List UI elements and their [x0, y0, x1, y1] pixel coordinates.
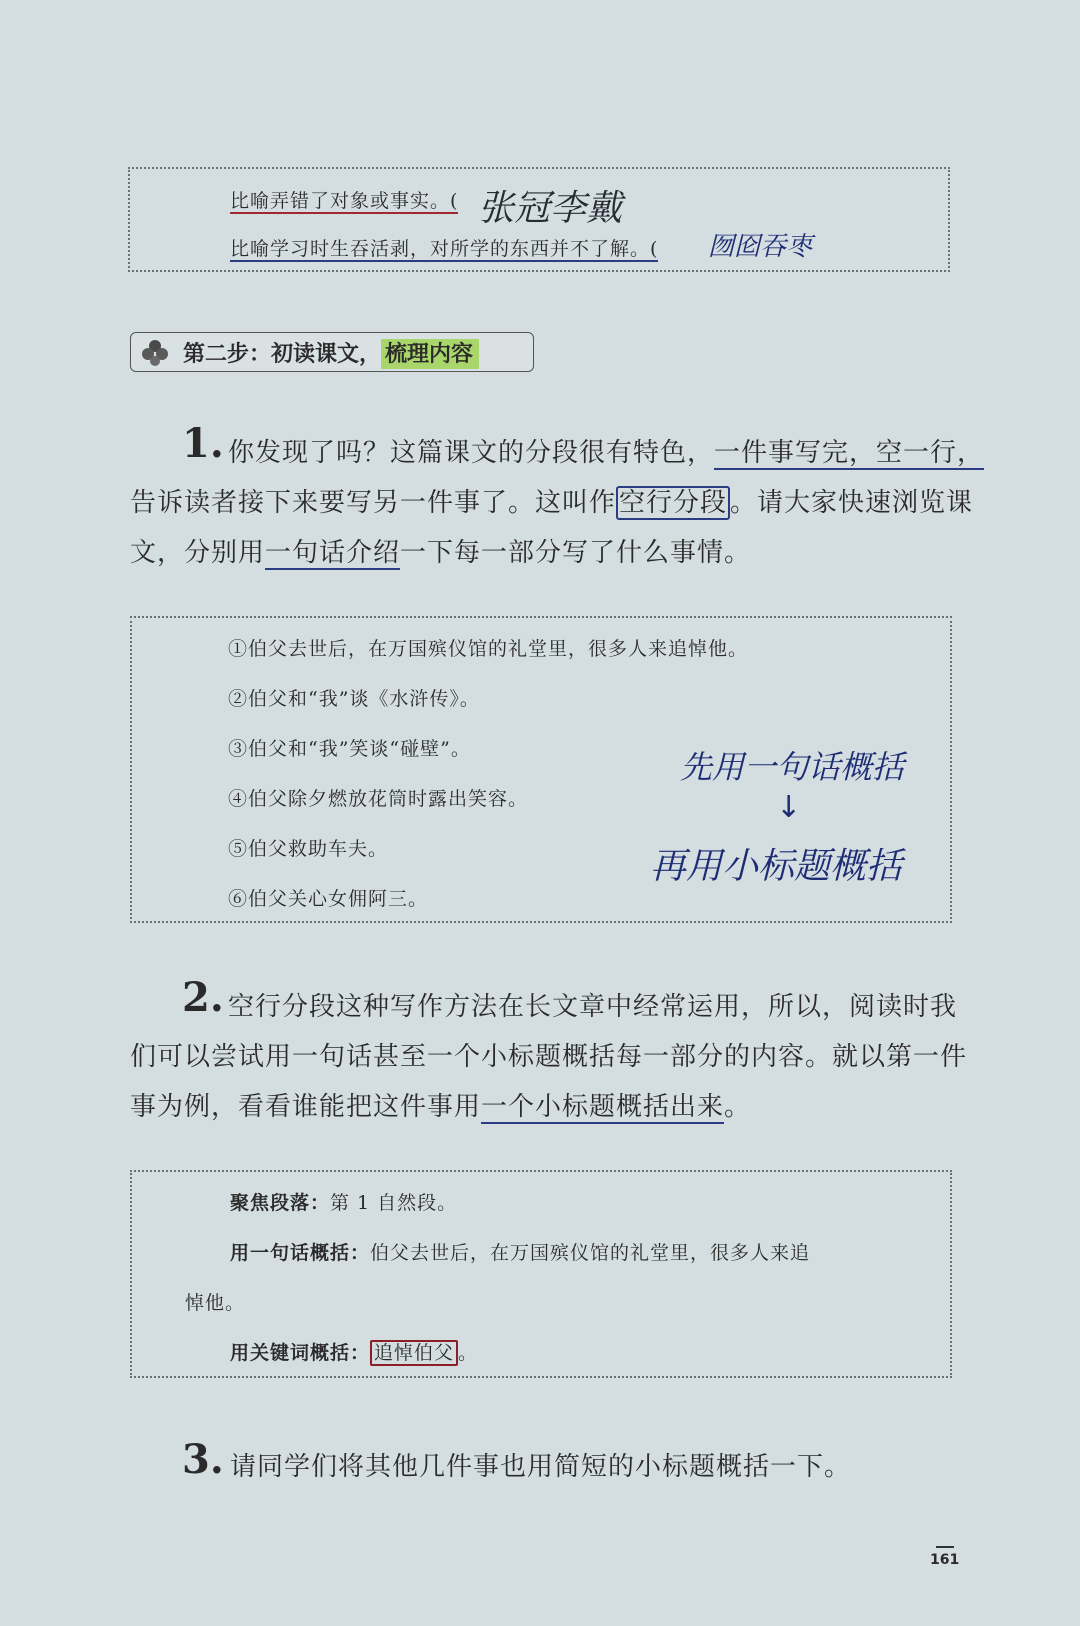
section-header	[130, 332, 534, 372]
question-1-line-3	[130, 532, 751, 569]
section-title-highlight: 梳理内容	[381, 339, 479, 369]
idiom-line-1	[230, 186, 458, 213]
question-1-number: 1.	[182, 420, 224, 467]
event-item: ④伯父除夕燃放花筒时露出笑容。	[228, 788, 529, 810]
focus-label-keyword: 用关键词概括：	[230, 1342, 371, 1364]
idiom-line-2	[230, 234, 658, 261]
question-1-line-1	[228, 432, 984, 469]
question-2-line-2: 们可以尝试用一句话甚至一个小标题概括每一部分的内容。就以第一件	[130, 1042, 968, 1072]
event-item: ③伯父和“我”笑谈“碰壁”。	[228, 738, 471, 760]
page-number-rule	[936, 1546, 954, 1548]
keyword-summary-row	[230, 1338, 478, 1365]
event-item: ①伯父去世后，在万国殡仪馆的礼堂里，很多人来追悼他。	[228, 638, 749, 660]
event-item: ②伯父和“我”谈《水浒传》。	[228, 688, 480, 710]
question-2-line-1: 空行分段这种写作方法在长文章中经常运用，所以，阅读时我	[228, 992, 958, 1022]
section-title-text: 第二步：初读课文，	[183, 341, 382, 367]
q1-text-2-boxed: 空行分段	[616, 486, 730, 520]
focus-value-paragraph: 第 1 自然段。	[330, 1192, 458, 1214]
question-2-line-3	[130, 1086, 751, 1123]
event-item: ⑤伯父救助车夫。	[228, 838, 389, 860]
idiom-definition-2: 比喻学习时生吞活剥，对所学的东西并不了解。(	[230, 238, 659, 260]
q2-text-3b: 。	[724, 1092, 752, 1122]
one-sentence-summary-continuation: 悼他。	[185, 1292, 246, 1314]
q1-text-3b: 一下每一部分写了什么事情。	[400, 538, 752, 568]
q1-text-1b-underlined: 一件事写完，空一行，	[714, 438, 985, 468]
idiom-definition-1: 比喻弄错了对象或事实。(	[230, 190, 459, 212]
question-3-number: 3.	[182, 1436, 224, 1483]
one-sentence-summary-row	[230, 1238, 810, 1265]
q2-text-3a: 事为例，看看谁能把这件事用	[130, 1092, 482, 1122]
focus-label-sentence: 用一句话概括：	[230, 1242, 371, 1264]
handwritten-answer-1: 张冠李戴	[478, 188, 623, 229]
q1-text-1a: 你发现了吗？这篇课文的分段很有特色，	[228, 438, 715, 468]
focus-value-keyword: 追悼伯父	[370, 1340, 458, 1366]
q1-text-3a: 文，分别用	[130, 538, 266, 568]
q2-text-3-underlined: 一个小标题概括出来	[481, 1092, 725, 1122]
clover-icon	[141, 339, 169, 367]
q1-text-2b: 。请大家快速浏览课	[730, 488, 974, 518]
focus-paragraph-row	[230, 1188, 457, 1215]
question-2-number: 2.	[182, 974, 224, 1021]
question-1-line-2	[130, 482, 973, 519]
page-number: 161	[930, 1552, 960, 1568]
focus-value-keyword-end: 。	[458, 1342, 479, 1364]
down-arrow-icon: ↓	[776, 790, 802, 825]
q1-text-3-underlined: 一句话介绍	[265, 538, 401, 568]
focus-label-paragraph: 聚焦段落：	[230, 1192, 331, 1214]
event-item: ⑥伯父关心女佣阿三。	[228, 888, 429, 910]
handwritten-answer-2: 囫囵吞枣	[708, 232, 813, 262]
focus-value-sentence: 伯父去世后，在万国殡仪馆的礼堂里，很多人来追	[370, 1242, 811, 1264]
section-title	[183, 337, 479, 368]
handwritten-note-1: 先用一句话概括	[680, 748, 905, 786]
handwritten-note-2: 再用小标题概括	[650, 846, 903, 887]
question-3-text: 请同学们将其他几件事也用简短的小标题概括一下。	[230, 1452, 852, 1482]
q1-text-2a: 告诉读者接下来要写另一件事了。这叫作	[130, 488, 617, 518]
